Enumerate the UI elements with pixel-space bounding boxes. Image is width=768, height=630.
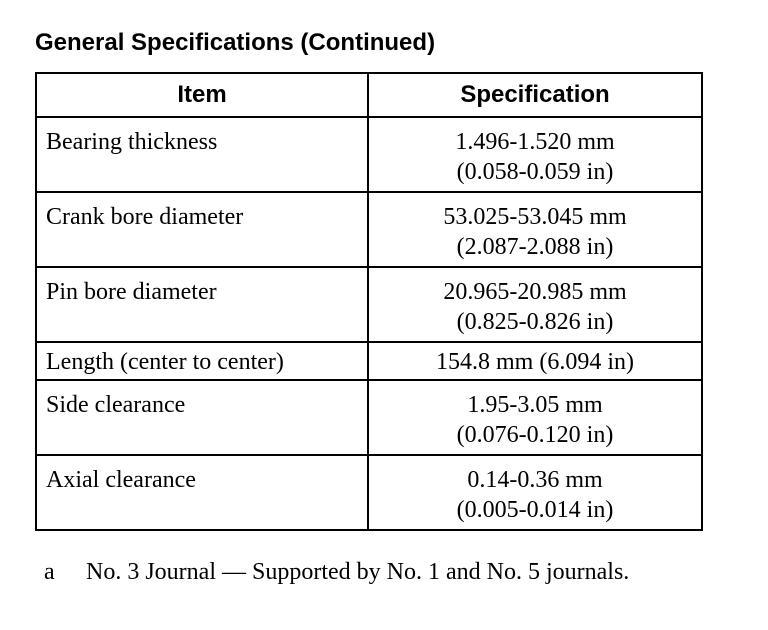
- spec-imperial: (0.058-0.059 in): [456, 159, 614, 185]
- specification-cell: [368, 117, 702, 192]
- column-header-item: Item: [36, 73, 368, 117]
- spec-metric: 1.496-1.520 mm: [455, 129, 615, 155]
- table-row: [36, 267, 702, 342]
- spec-metric: 0.14-0.36 mm: [467, 467, 603, 493]
- table-row: [36, 342, 702, 380]
- specification-cell: [368, 192, 702, 267]
- specification-cell: [368, 267, 702, 342]
- specifications-table: [35, 72, 703, 531]
- table-row: [36, 117, 702, 192]
- specification-cell: [368, 380, 702, 455]
- table-header-row: [36, 73, 702, 117]
- item-cell: Side clearance: [36, 380, 368, 455]
- spec-imperial: (0.005-0.014 in): [456, 497, 614, 523]
- spec-imperial: (0.825-0.826 in): [456, 309, 614, 335]
- table-row: [36, 380, 702, 455]
- item-cell: Axial clearance: [36, 455, 368, 530]
- specification-cell: [368, 455, 702, 530]
- footnote-mark: a: [44, 559, 55, 585]
- item-cell: Length (center to center): [36, 342, 368, 380]
- spec-metric: 53.025-53.045 mm: [443, 204, 627, 230]
- item-cell: Crank bore diameter: [36, 192, 368, 267]
- spec-metric: 20.965-20.985 mm: [443, 279, 627, 305]
- spec-imperial: (2.087-2.088 in): [456, 234, 614, 260]
- page-title: General Specifications (Continued): [35, 29, 436, 56]
- spec-combined: 154.8 mm (6.094 in): [436, 349, 634, 375]
- specification-cell: [368, 342, 702, 380]
- column-header-specification: Specification: [368, 73, 702, 117]
- item-cell: Bearing thickness: [36, 117, 368, 192]
- spec-metric: 1.95-3.05 mm: [467, 392, 603, 418]
- table-row: [36, 455, 702, 530]
- table-row: [36, 192, 702, 267]
- spec-imperial: (0.076-0.120 in): [456, 422, 614, 448]
- item-cell: Pin bore diameter: [36, 267, 368, 342]
- footnote-text: No. 3 Journal — Supported by No. 1 and No. 5 journals.: [86, 559, 630, 585]
